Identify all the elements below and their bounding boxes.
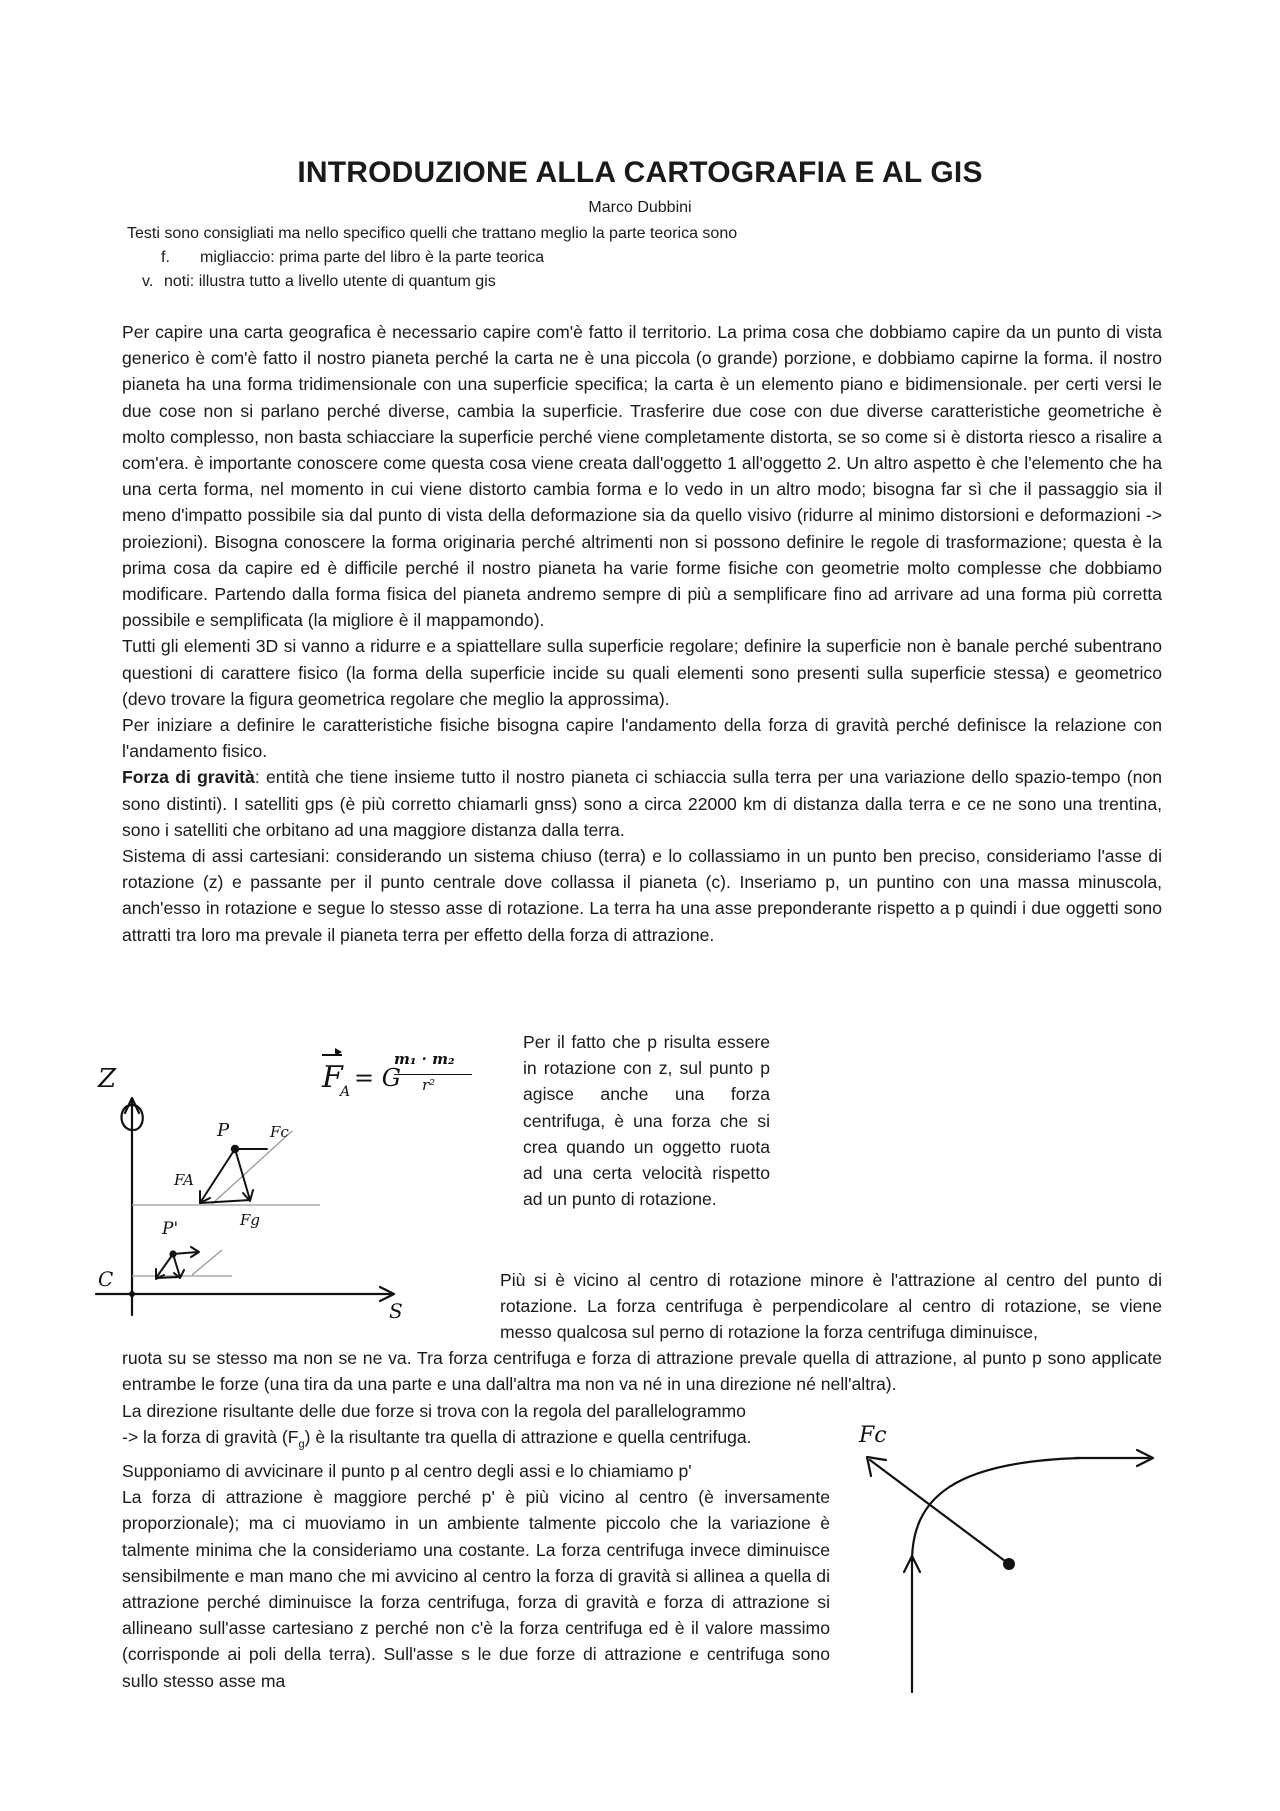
paragraph: Per capire una carta geografica è necessario capire com'è fatto il territorio. La prima cosa che dobbiamo capire da un punto di vista generico è com'è fatto il nostro pianeta perché la carta ne è una piccola (o grande) porzione, e dobbiamo capirne la forma. il nostro pianeta ha una forma tridimensionale con una superficie specifica; la carta è un elemento piano e bidimensionale. per certi versi le due cose non si parlano perché diverse, cambia la superficie. Trasferire due cose con due diverse caratteristiche geometriche è molto complesso, non basta schiacciare la superficie perché viene completamente distorta, se so come si è distorta riesco a risalire a com'era. è importante conoscere come questa cosa viene creata dall'oggetto 1 all'oggetto 2. Un altro aspetto è che l'elemento che ha una certa forma, nel momento in cui viene distorto cambia forma e lo vedo in un altro modo; bisogna far sì che il passaggio sia il meno d'impatto possibile sia dal punto di vista della deformazione sia da quello visivo (ridurre al minimo distorsioni e deformazioni -> proiezioni). Bisogna conoscere la forma originaria perché altrimenti non si possono definire le regole di trasformazione; questa è la prima cosa da capire ed è difficile perché il nostro pianeta ha varie forme fisiche con geometrie molto complesse che dobbiamo modificare. Partendo dalla forma fisica del pianeta andremo sempre di più a semplificare fino ad arrivare ad una forma più corretta possibile e semplificata (la migliore è il mappamondo).: [122, 322, 1162, 631]
body-text: [122, 319, 1162, 948]
list-item: noti: illustra tutto a livello utente di quantum gis: [164, 273, 496, 290]
formula-eq: = G: [354, 1064, 401, 1092]
formula-numerator: m₁ · m₂: [394, 1050, 455, 1068]
term-definition: : entità che tiene insieme tutto il nostro pianeta ci schiaccia sulla terra per una variazione dello spazio-tempo (non sono distinti). I satelliti gps (è più corretto chiamarli gnss) sono a circa 22000 km di distanza dalla terra e ce ne sono una trentina, sono i satelliti che orbitano ad una maggiore distanza dalla terra.: [122, 767, 1162, 840]
side-text-1: Per il fatto che p risulta essere in rotazione con z, sul punto p agisce anche una forza centrifuga, è una forza che si crea quando un oggetto ruota ad una certa velocità rispetto ad un punto di rotazione.: [523, 1032, 770, 1210]
list-item: migliaccio: prima parte del libro è la parte teorica: [200, 249, 545, 266]
point-p: [1003, 1558, 1015, 1570]
formula-denominator: r²: [422, 1076, 436, 1094]
gravity-formula: [322, 1050, 482, 1114]
s-label: S: [389, 1299, 403, 1323]
lower-text: La direzione risultante delle due forze si trova con la regola del parallelogrammo -> la forza di gravità $(F_g)$ è la risultante tra quella di attrazione e quella centrifuga. Supponiamo di avvicinare il punto p al centro degli assi e lo chiamiamo p' La forza di attrazione è maggiore perché p' è più vicino al centro (è inversamente proporzionale); ma ci muoviamo in un ambiente talmente piccolo che la variazione è talmente minima che la consideriamo una costante. La forza centrifuga invece diminuisce sensibilmente e man mano che mi avvicino al centro la forza di gravità si allinea a quella di attrazione perché diminuisce la forza centrifuga, forza di gravità e forza di attrazione si allineano sull'asse cartesiano z perché non c'è la forza centrifuga ed è il valore massimo (corrisponde ai poli della terra). Sull'asse s le due forze di attrazione e centrifuga sono sullo stesso asse ma: [122, 1401, 830, 1691]
point-p-prime: [169, 1250, 176, 1257]
list-item-marker: v.: [142, 273, 154, 290]
fg-label: Fg: [240, 1211, 261, 1229]
fc-label: Fc: [270, 1123, 289, 1141]
side-text-2: Più si è vicino al centro di rotazione minore è l'attrazione al centro del punto di rotazione. La forza centrifuga è perpendicolare al centro di rotazione, se viene messo qualcosa sul perno di rotazione la forza centrifuga diminuisce,: [500, 1270, 1162, 1343]
paragraph: Tutti gli elementi 3D si vanno a ridurre e a spiattellare sulla superficie regolare; definire la superficie non è banale perché subentrano questioni di carattere fisico (la forma della superficie incide su quali elementi sono presenti sulla superficie stessa) e geometrico (devo trovare la figura geometrica regolare che meglio la approssima).: [122, 636, 1162, 709]
page-title: INTRODUZIONE ALLA CARTOGRAFIA E AL GIS: [297, 156, 983, 189]
list-item-marker: f.: [161, 249, 170, 266]
z-label: Z: [98, 1064, 117, 1094]
term-bold: Forza di gravità: [122, 767, 255, 788]
formula-lhs: F: [322, 1060, 343, 1095]
p-label: P: [217, 1120, 230, 1141]
c-label: C: [98, 1267, 114, 1291]
paragraph: Sistema di assi cartesiani: considerando un sistema chiuso (terra) e lo collassiamo in un punto ben preciso, consideriamo l'asse di rotazione (z) e passante per il punto centrale dove collassa il pianeta (c). Inseriamo p, un puntino con una massa minuscola, anch'esso in rotazione e segue lo stesso asse di rotazione. La terra ha una asse preponderante rispetto a p quindi i due oggetti sono attratti tra loro ma prevale il pianeta terra per effetto della forza di attrazione.: [122, 846, 1162, 945]
p-prime-label: P': [162, 1219, 179, 1239]
fa-vector: [200, 1149, 235, 1203]
fc-label: Fc: [859, 1423, 887, 1448]
centrifugal-diagram: [845, 1402, 1175, 1702]
intro-line: Testi sono consigliati ma nello specifico quelli che trattano meglio la parte teorica sono: [127, 225, 738, 242]
formula-sub: A: [340, 1084, 351, 1100]
paragraph: [122, 764, 1162, 843]
paragraph: Per iniziare a definire le caratteristiche fisiche bisogna capire l'andamento della forza di gravità perché definisce la relazione con l'andamento fisico.: [122, 715, 1162, 762]
continued-text: ruota su se stesso ma non se ne va. Tra forza centrifuga e forza di attrazione prevale quella di attrazione, al punto p sono applicate entrambe le forze (una tira da una parte e una dall'altra ma non va né in una direzione né nell'altra).: [122, 1348, 1162, 1395]
point-c: [129, 1291, 135, 1297]
point-p: [231, 1145, 239, 1153]
author: Marco Dubbini: [588, 199, 692, 216]
fa-label: FA: [174, 1171, 194, 1189]
